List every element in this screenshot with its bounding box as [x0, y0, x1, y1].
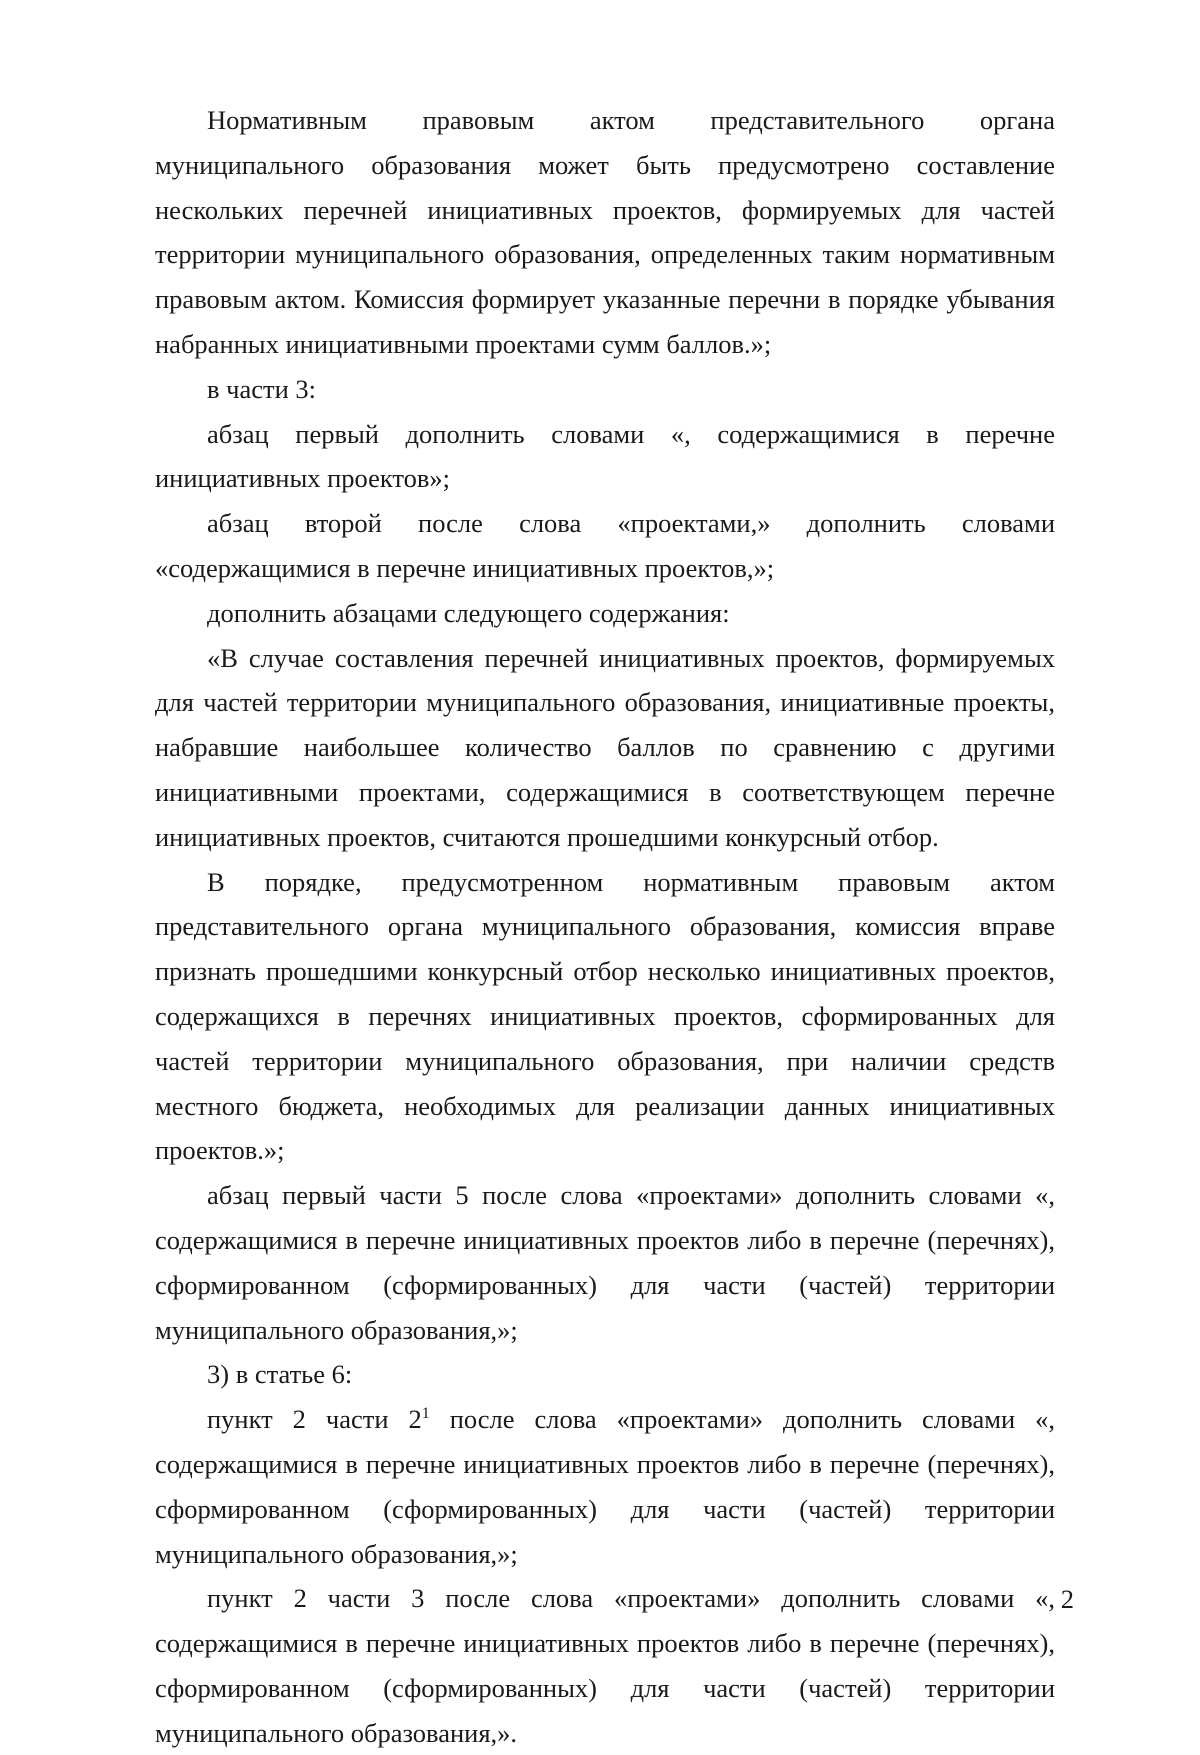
- paragraph-10-start: пункт 2 части 2: [207, 1404, 422, 1435]
- paragraph-2: в части 3:: [207, 373, 316, 404]
- paragraph-6: «В случае составления перечней инициативных проектов, формируемых для частей территории муниципального образования, инициативные проекты, набравшие наибольшее количество баллов по сравнению с другими инициативными проектами, содержащимися в соответствующем перечне инициативных проектов, считаются прошедшими конкурсный отбор.: [155, 642, 1055, 852]
- page-number: 2: [1060, 1584, 1074, 1614]
- paragraph-10-rest: после слова «проектами» дополнить словами «, содержащимися в перечне инициативных проектов либо в перечне (перечнях), сформированном (сформированных) для части (частей) территории муниципального образования,»;: [155, 1404, 1055, 1569]
- paragraph-10: [155, 1397, 1055, 1576]
- paragraph-8: абзац первый части 5 после слова «проектами» дополнить словами «, содержащимися в перечне инициативных проектов либо в перечне (перечнях), сформированном (сформированных) для части (частей) территории муниципального образования,»;: [155, 1180, 1055, 1345]
- paragraph-11: пункт 2 части 3 после слова «проектами» дополнить словами «, содержащимися в перечне инициативных проектов либо в перечне (перечнях), сформированном (сформированных) для части (частей) территории муниципального образования,».: [155, 1583, 1055, 1748]
- paragraph-7: В порядке, предусмотренном нормативным правовым актом представительного органа муниципального образования, комиссия вправе признать прошедшими конкурсный отбор несколько инициативных проектов, содержащихся в перечнях инициативных проектов, сформированных для частей территории муниципального образования, при наличии средств местного бюджета, необходимых для реализации данных инициативных проектов.»;: [155, 866, 1055, 1166]
- document-body: [155, 98, 1055, 1755]
- superscript-index: 1: [421, 1405, 430, 1423]
- paragraph-3: абзац первый дополнить словами «, содержащимися в перечне инициативных проектов»;: [155, 418, 1055, 494]
- paragraph-9: 3) в статье 6:: [207, 1359, 353, 1390]
- paragraph-1: Нормативным правовым актом представительного органа муниципального образования может быть предусмотрено составление нескольких перечней инициативных проектов, формируемых для частей территории муниципального образования, определенных таким нормативным правовым актом. Комиссия формирует указанные перечни в порядке убывания набранных инициативными проектами сумм баллов.»;: [155, 105, 1055, 359]
- paragraph-5: дополнить абзацами следующего содержания:: [207, 597, 730, 628]
- paragraph-4: абзац второй после слова «проектами,» дополнить словами «содержащимися в перечне инициативных проектов,»;: [155, 508, 1055, 583]
